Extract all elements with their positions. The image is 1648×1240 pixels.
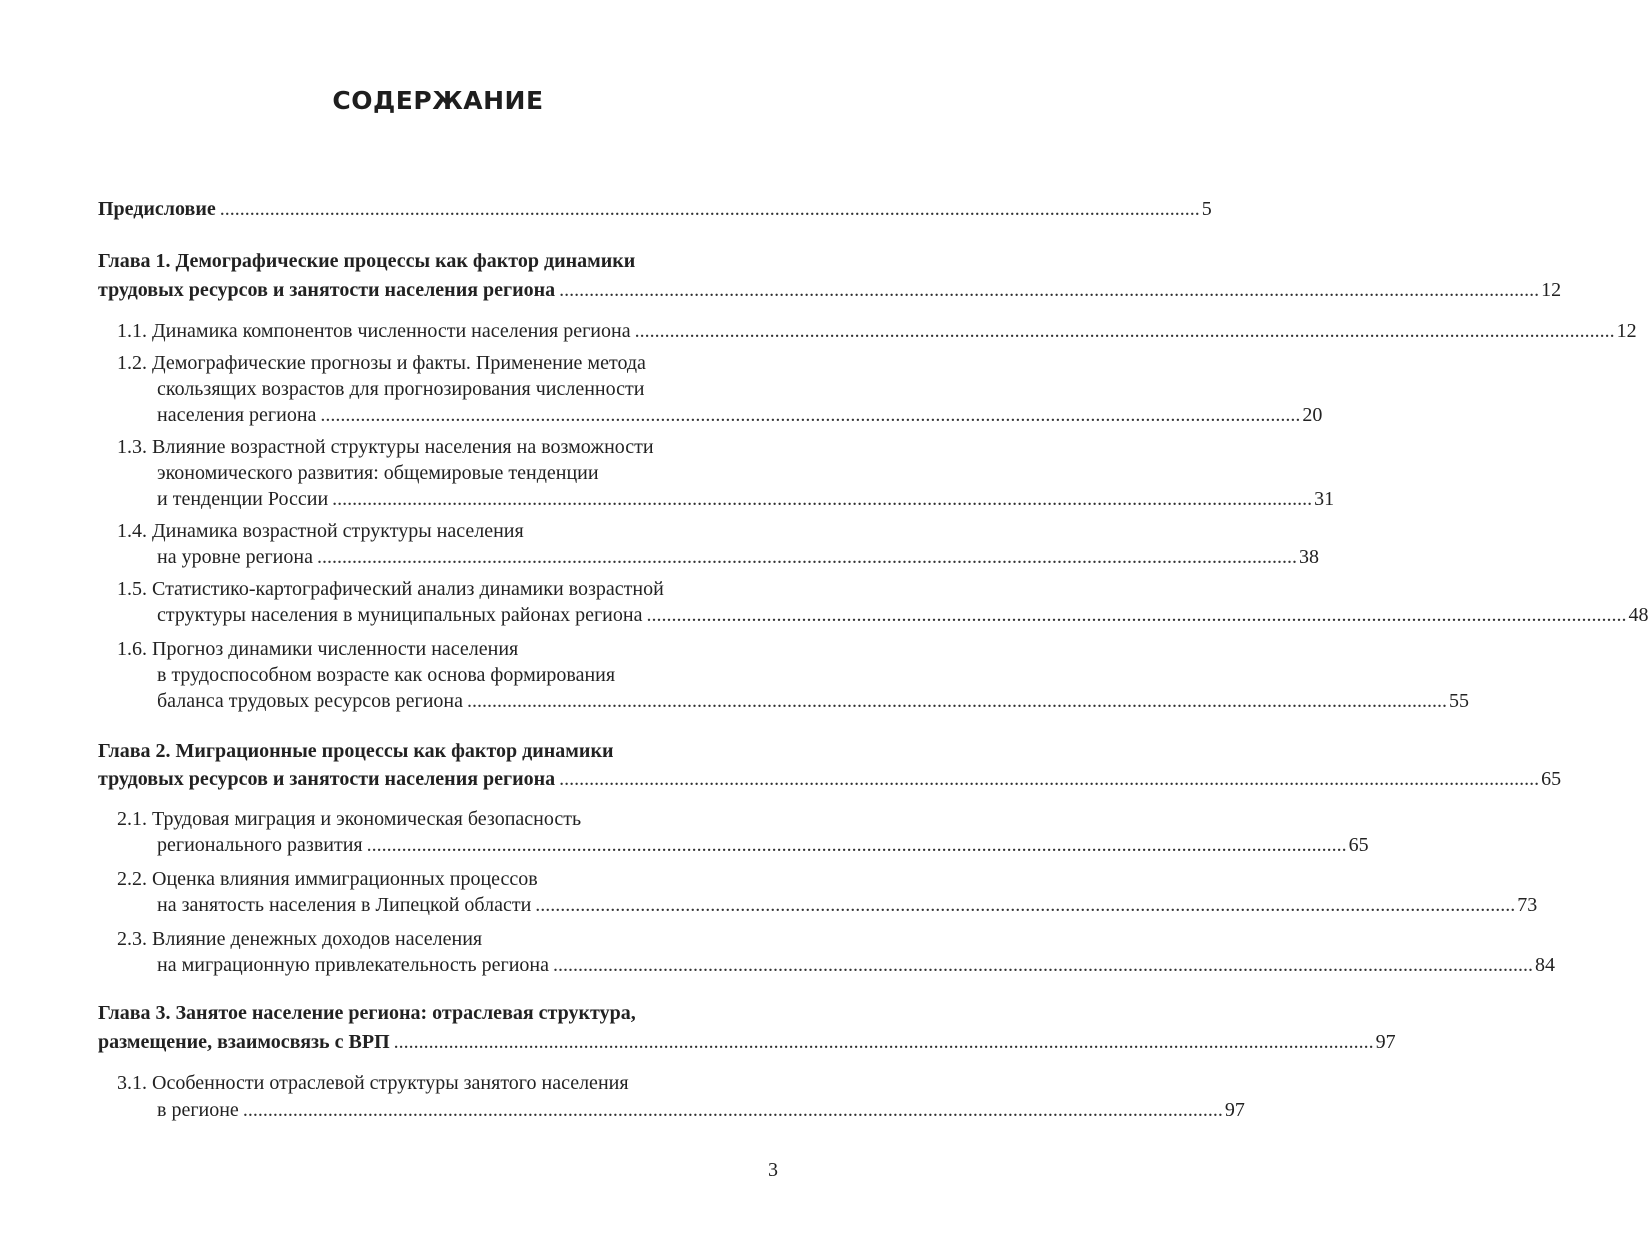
toc-page-number: 97 bbox=[1224, 1099, 1245, 1121]
toc-entry-chapter-2[interactable] bbox=[98, 766, 1562, 792]
toc-entry-2-3-line1: 2.3. Влияние денежных доходов населения bbox=[117, 928, 483, 950]
dot-leader: .................................................................................................................................................................................................... bbox=[559, 279, 1540, 301]
page-number: 3 bbox=[768, 1159, 778, 1181]
toc-entry-1-1[interactable] bbox=[117, 318, 1637, 344]
toc-entry-2-2-line1: 2.2. Оценка влияния иммиграционных процессов bbox=[117, 868, 538, 890]
toc-page-number: 48 bbox=[1628, 604, 1648, 626]
toc-entry-2-1-line1: 2.1. Трудовая миграция и экономическая безопасность bbox=[117, 808, 582, 830]
toc-page-number: 65 bbox=[1348, 834, 1369, 856]
toc-page-number: 84 bbox=[1535, 954, 1556, 976]
page-title: СОДЕРЖАНИЕ bbox=[332, 86, 544, 115]
dot-leader: .................................................................................................................................................................................................... bbox=[366, 834, 1347, 856]
dot-leader: .................................................................................................................................................................................................... bbox=[646, 604, 1627, 626]
chapter-1-title-line1: Глава 1. Демографические процессы как фактор динамики bbox=[98, 250, 636, 272]
toc-entry-preface[interactable] bbox=[98, 196, 1212, 222]
toc-entry-text: размещение, взаимосвязь с ВРП bbox=[98, 1031, 390, 1053]
dot-leader: .................................................................................................................................................................................................... bbox=[634, 320, 1615, 342]
dot-leader: .................................................................................................................................................................................................... bbox=[553, 954, 1534, 976]
toc-entry-text: на миграционную привлекательность региона bbox=[157, 954, 550, 976]
toc-entry-1-2-line1: 1.2. Демографические прогнозы и факты. Применение метода bbox=[117, 352, 646, 374]
dot-leader: .................................................................................................................................................................................................... bbox=[320, 404, 1301, 426]
toc-entry-chapter-3[interactable] bbox=[98, 1029, 1396, 1055]
toc-entry-text: на уровне региона bbox=[157, 546, 313, 568]
dot-leader: .................................................................................................................................................................................................... bbox=[559, 768, 1540, 790]
toc-entry-3-1[interactable] bbox=[157, 1097, 1245, 1123]
toc-entry-1-6[interactable] bbox=[157, 688, 1469, 714]
toc-entry-1-4[interactable] bbox=[157, 544, 1319, 570]
toc-page-number: 73 bbox=[1517, 894, 1538, 916]
dot-leader: .................................................................................................................................................................................................... bbox=[535, 894, 1516, 916]
toc-entry-1-3-line1: 1.3. Влияние возрастной структуры населения на возможности bbox=[117, 436, 654, 458]
toc-entry-text: 1.1. Динамика компонентов численности населения региона bbox=[117, 320, 631, 342]
toc-entry-text: в регионе bbox=[157, 1099, 239, 1121]
toc-page-number: 5 bbox=[1201, 198, 1212, 220]
toc-entry-1-6-line2: в трудоспособном возрасте как основа формирования bbox=[157, 664, 616, 686]
dot-leader: .................................................................................................................................................................................................... bbox=[332, 488, 1313, 510]
toc-page-number: 12 bbox=[1616, 320, 1637, 342]
toc-page-number: 31 bbox=[1314, 488, 1335, 510]
toc-entry-text: Предисловие bbox=[98, 198, 216, 220]
toc-entry-text: трудовых ресурсов и занятости населения региона bbox=[98, 768, 556, 790]
toc-entry-text: регионального развития bbox=[157, 834, 363, 856]
toc-page-number: 97 bbox=[1375, 1031, 1396, 1053]
toc-entry-text: структуры населения в муниципальных районах региона bbox=[157, 604, 643, 626]
toc-page-number: 55 bbox=[1448, 690, 1469, 712]
toc-entry-1-4-line1: 1.4. Динамика возрастной структуры населения bbox=[117, 520, 524, 542]
toc-entry-3-1-line1: 3.1. Особенности отраслевой структуры занятого населения bbox=[117, 1072, 629, 1094]
chapter-3-title-line1: Глава 3. Занятое население региона: отраслевая структура, bbox=[98, 1002, 636, 1024]
toc-entry-text: баланса трудовых ресурсов региона bbox=[157, 690, 463, 712]
toc-page-number: 65 bbox=[1541, 768, 1562, 790]
toc-entry-text: и тенденции России bbox=[157, 488, 329, 510]
toc-page-number: 12 bbox=[1541, 279, 1562, 301]
toc-page-number: 20 bbox=[1302, 404, 1323, 426]
toc-entry-1-6-line1: 1.6. Прогноз динамики численности населения bbox=[117, 638, 519, 660]
toc-entry-1-5-line1: 1.5. Статистико-картографический анализ динамики возрастной bbox=[117, 578, 664, 600]
dot-leader: .................................................................................................................................................................................................... bbox=[393, 1031, 1374, 1053]
toc-page-number: 38 bbox=[1298, 546, 1319, 568]
toc-entry-2-1[interactable] bbox=[157, 832, 1369, 858]
toc-entry-1-2[interactable] bbox=[157, 402, 1323, 428]
toc-entry-text: трудовых ресурсов и занятости населения региона bbox=[98, 279, 556, 301]
chapter-2-title-line1: Глава 2. Миграционные процессы как фактор динамики bbox=[98, 740, 614, 762]
toc-entry-text: на занятость населения в Липецкой области bbox=[157, 894, 532, 916]
dot-leader: .................................................................................................................................................................................................... bbox=[242, 1099, 1223, 1121]
dot-leader: .................................................................................................................................................................................................... bbox=[219, 198, 1200, 220]
toc-entry-2-2[interactable] bbox=[157, 892, 1538, 918]
dot-leader: .................................................................................................................................................................................................... bbox=[316, 546, 1297, 568]
dot-leader: .................................................................................................................................................................................................... bbox=[466, 690, 1447, 712]
toc-entry-1-3[interactable] bbox=[157, 486, 1335, 512]
toc-entry-1-3-line2: экономического развития: общемировые тенденции bbox=[157, 462, 599, 484]
toc-entry-1-5[interactable] bbox=[157, 602, 1648, 628]
toc-entry-2-3[interactable] bbox=[157, 952, 1556, 978]
toc-entry-text: населения региона bbox=[157, 404, 317, 426]
toc-entry-1-2-line2: скользящих возрастов для прогнозирования численности bbox=[157, 378, 645, 400]
toc-entry-chapter-1[interactable] bbox=[98, 277, 1562, 303]
